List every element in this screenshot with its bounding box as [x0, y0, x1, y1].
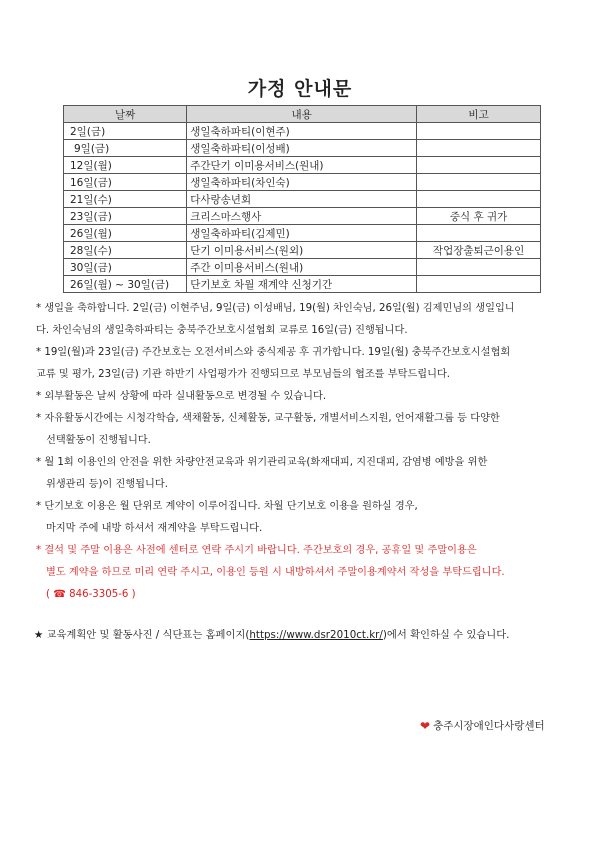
date-cell: 30일(금) — [64, 259, 187, 276]
table-header-row — [64, 106, 541, 123]
content-cell: 크리스마스행사 — [187, 208, 417, 225]
content-cell: 생일축하파티(김제민) — [187, 225, 417, 242]
note-line: * 자유활동시간에는 시청각학습, 색채활동, 신체활동, 교구활동, 개별서비스지원, 언어재활그룹 등 다양한 — [36, 413, 500, 424]
note-line: 마지막 주에 내방 하셔서 재계약을 부탁드립니다. — [46, 523, 263, 534]
center-name: 충주시장애인다사랑센터 — [433, 720, 545, 732]
phone-number: ( ☎ 846-3305-6 ) — [46, 589, 136, 600]
content-cell: 생일축하파티(차인숙) — [187, 174, 417, 191]
date-cell: 2일(금) — [64, 123, 187, 140]
table-row — [64, 174, 541, 191]
content-cell: 주간단기 이미용서비스(원내) — [187, 157, 417, 174]
table-row — [64, 225, 541, 242]
content-cell: 단기보호 차월 재계약 신청기간 — [187, 276, 417, 293]
date-cell: 26일(월) — [64, 225, 187, 242]
note-cell — [417, 140, 541, 157]
note-line: * 19일(월)과 23일(금) 주간보호는 오전서비스와 중식제공 후 귀가합니다. 19일(월) 충북주간보호시설협회 — [36, 347, 511, 358]
note-line: 다. 차인숙님의 생일축하파티는 충북주간보호시설협회 교류로 16일(금) 진행됩니다. — [36, 325, 408, 336]
note-cell — [417, 174, 541, 191]
note-cell — [417, 157, 541, 174]
header-note: 비고 — [417, 106, 541, 123]
date-cell: 9일(금) — [64, 140, 187, 157]
schedule-table — [63, 105, 541, 293]
content-cell: 생일축하파티(이현주) — [187, 123, 417, 140]
note-line: 위생관리 등)이 진행됩니다. — [46, 479, 168, 490]
note-line: * 외부활동은 날씨 상황에 따라 실내활동으로 변경될 수 있습니다. — [36, 391, 327, 402]
content-cell: 생일축하파티(이성배) — [187, 140, 417, 157]
table-row — [64, 242, 541, 259]
heart-logo-icon: ❤ — [420, 718, 431, 733]
table-row — [64, 208, 541, 225]
content-cell: 단기 이미용서비스(원외) — [187, 242, 417, 259]
date-cell: 16일(금) — [64, 174, 187, 191]
note-cell: 작업장출퇴근이용인 — [417, 242, 541, 259]
notes-section — [36, 298, 576, 606]
date-cell: 28일(수) — [64, 242, 187, 259]
homepage-notice — [34, 626, 584, 641]
note-line: * 단기보호 이용은 월 단위로 계약이 이루어집니다. 차월 단기보호 이용을 원하실 경우, — [36, 501, 418, 512]
note-cell — [417, 191, 541, 208]
note-cell — [417, 225, 541, 242]
date-cell: 26일(월) ~ 30일(금) — [64, 276, 187, 293]
table-row — [64, 259, 541, 276]
note-line: * 월 1회 이용인의 안전을 위한 차량안전교육과 위기관리교육(화재대피, 지진대피, 감염병 예방을 위한 — [36, 457, 488, 468]
content-cell: 주간 이미용서비스(원내) — [187, 259, 417, 276]
note-cell — [417, 259, 541, 276]
note-line: * 생일을 축하합니다. 2일(금) 이현주님, 9일(금) 이성배님, 19(월) 차인숙님, 26일(월) 김제민님의 생일입니 — [36, 303, 515, 314]
content-cell: 다사랑송년회 — [187, 191, 417, 208]
page-title: 가정 안내문 — [247, 78, 353, 100]
homepage-suffix: )에서 확인하실 수 있습니다. — [382, 629, 510, 641]
note-cell — [417, 123, 541, 140]
note-line: 교류 및 평가, 23일(금) 기관 하반기 사업평가가 진행되므로 부모님들의 협조를 부탁드립니다. — [36, 369, 451, 380]
table-row — [64, 276, 541, 293]
table-row — [64, 123, 541, 140]
red-note-line: 별도 계약을 하므로 미리 연락 주시고, 이용인 등원 시 내방하셔서 주말이용계약서 작성을 부탁드립니다. — [46, 567, 505, 578]
header-date: 날짜 — [64, 106, 187, 123]
note-line: 선택활동이 진행됩니다. — [46, 435, 151, 446]
table-row — [64, 191, 541, 208]
table-row — [64, 157, 541, 174]
header-content: 내용 — [187, 106, 417, 123]
note-cell: 중식 후 귀가 — [417, 208, 541, 225]
note-cell — [417, 276, 541, 293]
homepage-link[interactable]: https://www.dsr2010ct.kr/ — [249, 629, 383, 641]
date-cell: 23일(금) — [64, 208, 187, 225]
table-row — [64, 140, 541, 157]
date-cell: 12일(월) — [64, 157, 187, 174]
homepage-prefix: ★ 교육계획안 및 활동사진 / 식단표는 홈페이지( — [34, 629, 250, 641]
signature — [420, 718, 545, 733]
red-note-line: * 결석 및 주말 이용은 사전에 센터로 연락 주시기 바랍니다. 주간보호의 경우, 공휴일 및 주말이용은 — [36, 545, 477, 556]
date-cell: 21일(수) — [64, 191, 187, 208]
